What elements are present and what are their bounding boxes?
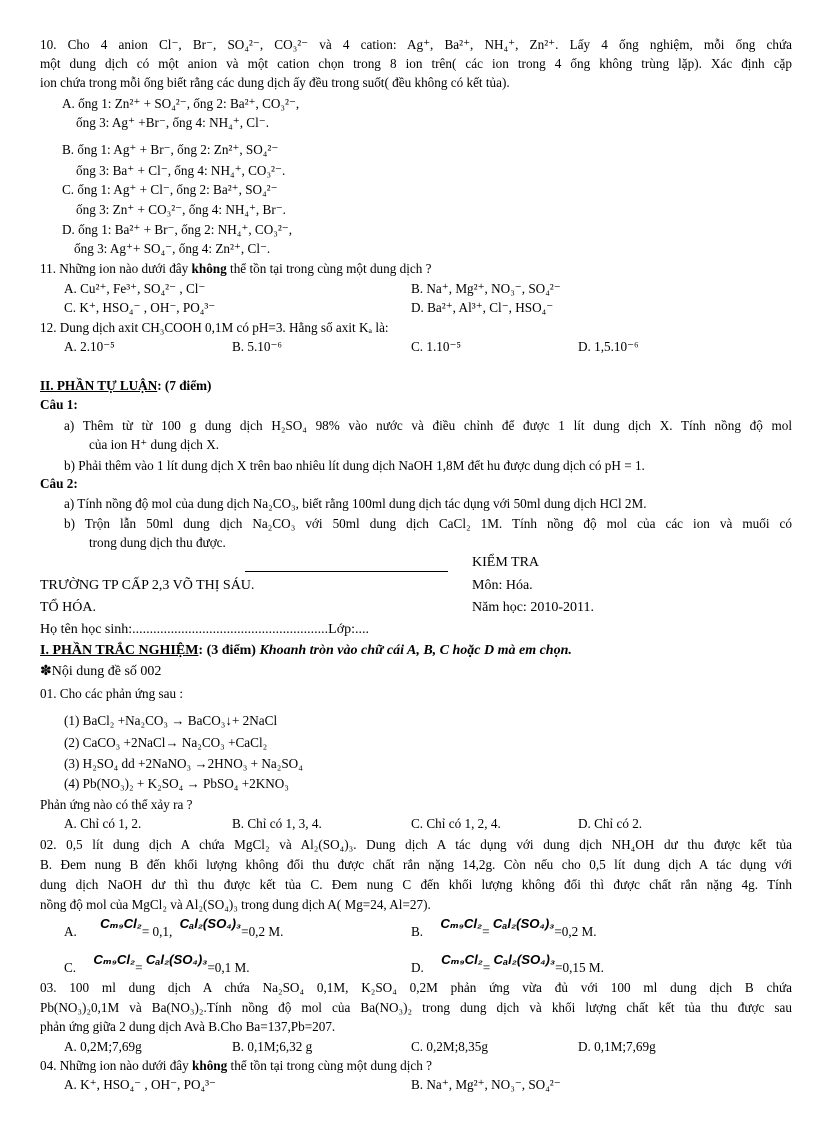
part2-heading: II. PHẦN TỰ LUẬN: (7 điểm) — [40, 378, 212, 393]
q03-option-a[interactable]: A. 0,2M;7,69g — [64, 1039, 142, 1054]
q03-option-b[interactable]: B. 0,1M;6,32 g — [232, 1039, 313, 1054]
q10-option-b-line-2: ống 3: Ba⁺ + Cl⁻, ống 4: NH₄⁺, CO₃²⁻. — [76, 163, 286, 178]
q10-option-d-line-2: ống 3: Ag⁺+ SO₄⁻, ống 4: Zn²⁺, Cl⁻. — [74, 241, 271, 256]
student-info: Họ tên học sinh:........................................................Lớp:.... — [40, 622, 369, 637]
q12-option-b[interactable]: B. 5.10⁻⁶ — [232, 339, 283, 354]
q02-line-4: nồng độ mol của MgCl₂ và Al₂(SO₄)₃ trong dung dịch A( Mg=24, Al=27). — [40, 897, 431, 912]
q01-reaction-4: (4) Pb(NO₃)₂ + K₂SO₄ → PbSO₄ +2KNO₃ — [64, 776, 289, 791]
q01-option-b[interactable]: B. Chỉ có 1, 3, 4. — [232, 816, 322, 831]
q11-option-b[interactable]: B. Na⁺, Mg²⁺, NO₃⁻, SO₄²⁻ — [411, 281, 561, 296]
q01-reaction-1: (1) BaCl₂ +Na₂CO₃ → BaCO₃↓+ 2NaCl — [64, 713, 278, 728]
q10-option-a-line-2: ống 3: Ag⁺ +Br⁻, ống 4: NH₄⁺, Cl⁻. — [76, 115, 270, 130]
cau1-heading: Câu 1: — [40, 397, 78, 412]
q10-option-c-line-2: ống 3: Zn⁺ + CO₃²⁻, ống 4: NH₄⁺, Br⁻. — [76, 202, 286, 217]
subject: Môn: Hóa. — [472, 578, 533, 593]
cau2-heading: Câu 2: — [40, 476, 78, 491]
q01-reaction-2: (2) CaCO₃ +2NaCl→ Na₂CO₃ +CaCl₂ — [64, 735, 268, 750]
q10-option-c-line-1[interactable]: C. ống 1: Ag⁺ + Cl⁻, ống 2: Ba²⁺, SO₄²⁻ — [62, 182, 278, 197]
school-name: TRƯỜNG TP CẤP 2,3 VÕ THỊ SÁU. — [40, 578, 255, 593]
cau1-a-line-2: của ion H⁺ dung dịch X. — [89, 437, 220, 452]
q04-stem: 04. Những ion nào dưới đây không thể tồn tại trong cùng một dung dịch ? — [40, 1058, 432, 1073]
cau2-b-line-1: b) Trộn lẫn 50ml dung dịch Na₂CO₃ với 50ml dung dịch CaCl₂ 1M. Tính nồng độ mol của các ion và muối có — [64, 516, 792, 531]
department: TỔ HÓA. — [40, 600, 96, 615]
q10-option-b-line-1[interactable]: B. ống 1: Ag⁺ + Br⁻, ống 2: Zn²⁺, SO₄²⁻ — [62, 142, 279, 157]
q12-stem: 12. Dung dịch axit CH₃COOH 0,1M có pH=3. Hằng số axit Kₐ là: — [40, 320, 389, 335]
q03-line-2: Pb(NO₃)₂0,1M và Ba(NO₃)₂.Tính nồng độ mol của Ba(NO₃)₂ trong dung dịch và khối lượng chất kết tủa thu được sau — [40, 1000, 792, 1015]
cau1-b: b) Phải thêm vào 1 lít dung dịch X trên bao nhiêu lít dung dịch NaOH 1,8M đểt hu được dung dịch có pH = 1. — [64, 458, 645, 473]
q02-line-3: dung dịch NaOH dư thì thu được kết tủa C. Đem nung C đến khối lượng không đổi thì được chất rắn nặng 4g. Tính — [40, 877, 792, 892]
q02-option-c[interactable]: C. Cₘ₉Cl₂= Cₐl₂(SO₄)₃=0,1 M. — [64, 952, 250, 975]
q11-option-d[interactable]: D. Ba²⁺, Al³⁺, Cl⁻, HSO₄⁻ — [411, 300, 554, 315]
q01-option-c[interactable]: C. Chỉ có 1, 2, 4. — [411, 816, 501, 831]
q01-question: Phản ứng nào có thể xảy ra ? — [40, 797, 193, 812]
q01-option-d[interactable]: D. Chỉ có 2. — [578, 816, 643, 831]
q10-line-1: 10. Cho 4 anion Cl⁻, Br⁻, SO₄²⁻, CO₃²⁻ và 4 cation: Ag⁺, Ba²⁺, NH₄⁺, Zn²⁺. Lấy 4 ống nghiệm, mỗi ống chứa — [40, 37, 792, 52]
q12-option-d[interactable]: D. 1,5.10⁻⁶ — [578, 339, 639, 354]
cau1-a-line-1: a) Thêm từ từ 100 g dung dịch H₂SO₄ 98% vào nước và điều chỉnh để được 1 lít dung dịch X. Tính nồng độ mol — [64, 418, 792, 433]
part1-heading: I. PHẦN TRẮC NGHIỆM: (3 điểm) Khoanh tròn vào chữ cái A, B, C hoặc D mà em chọn. — [40, 643, 572, 658]
q11-option-a[interactable]: A. Cu²⁺, Fe³⁺, SO₄²⁻ , Cl⁻ — [64, 281, 206, 296]
q04-option-b[interactable]: B. Na⁺, Mg²⁺, NO₃⁻, SO₄²⁻ — [411, 1077, 561, 1092]
q01-stem: 01. Cho các phản ứng sau : — [40, 686, 184, 701]
section-divider — [245, 571, 448, 572]
q01-option-a[interactable]: A. Chỉ có 1, 2. — [64, 816, 142, 831]
q10-option-a-line-1[interactable]: A. ống 1: Zn²⁺ + SO₄²⁻, ống 2: Ba²⁺, CO₃²⁻, — [62, 96, 300, 111]
q12-option-c[interactable]: C. 1.10⁻⁵ — [411, 339, 462, 354]
exam-code: ✽Nội dung đề số 002 — [40, 664, 162, 679]
q10-line-3: ion chứa trong mỗi ống biết rằng các dung dịch ấy đều trong suốt( đều không có kết tủa). — [40, 75, 510, 90]
q11-option-c[interactable]: C. K⁺, HSO₄⁻ , OH⁻, PO₄³⁻ — [64, 300, 216, 315]
q02-option-b[interactable]: B. Cₘ₉Cl₂= Cₐl₂(SO₄)₃=0,2 M. — [411, 916, 597, 939]
q10-option-d-line-1[interactable]: D. ống 1: Ba²⁺ + Br⁻, ống 2: NH₄⁺, CO₃²⁻, — [62, 222, 293, 237]
q02-option-a[interactable]: A. Cₘ₉Cl₂= 0,1, Cₐl₂(SO₄)₃=0,2 M. — [64, 916, 284, 939]
cau2-a: a) Tính nồng độ mol của dung dịch Na₂CO₃, biết rằng 100ml dung dịch tác dụng với 50ml dung dịch HCl 2M. — [64, 496, 647, 511]
exam-title: KIỂM TRA — [472, 555, 540, 570]
q03-option-d[interactable]: D. 0,1M;7,69g — [578, 1039, 656, 1054]
q12-option-a[interactable]: A. 2.10⁻⁵ — [64, 339, 115, 354]
q04-option-a[interactable]: A. K⁺, HSO₄⁻ , OH⁻, PO₄³⁻ — [64, 1077, 216, 1092]
q03-option-c[interactable]: C. 0,2M;8,35g — [411, 1039, 488, 1054]
q10-line-2: một dung dịch có một anion và một cation chọn trong 8 ion trên( các ion trong 4 ống không trùng lặp). Xác định cặp — [40, 56, 792, 71]
cau2-b-line-2: trong dung dịch thu được. — [89, 535, 226, 550]
school-year: Năm học: 2010-2011. — [472, 600, 594, 615]
q03-line-1: 03. 100 ml dung dịch A chứa Na₂SO₄ 0,1M, K₂SO₄ 0,2M phản ứng vừa đủ với 100 ml dung dịch B chứa — [40, 980, 792, 995]
q02-option-d[interactable]: D. Cₘ₉Cl₂= Cₐl₂(SO₄)₃=0,15 M. — [411, 952, 604, 975]
q02-line-2: B. Đem nung B đến khối lượng không đổi thu được chất rắn nặng 14,2g. Còn nếu cho 0,5 lít dung dịch A tác dụng với — [40, 857, 792, 872]
q11-stem: 11. Những ion nào dưới đây không thể tồn tại trong cùng một dung dịch ? — [40, 261, 432, 276]
q01-reaction-3: (3) H₂SO₄ dd +2NaNO₃ →2HNO₃ + Na₂SO₄ — [64, 756, 303, 771]
q03-line-3: phản ứng giữa 2 dung dịch Avà B.Cho Ba=137,Pb=207. — [40, 1019, 336, 1034]
q02-line-1: 02. 0,5 lít dung dịch A chứa MgCl₂ và Al₂(SO₄)₃. Dung dịch A tác dụng với dung dịch NH₄OH dư thu được kết tủa — [40, 837, 792, 852]
